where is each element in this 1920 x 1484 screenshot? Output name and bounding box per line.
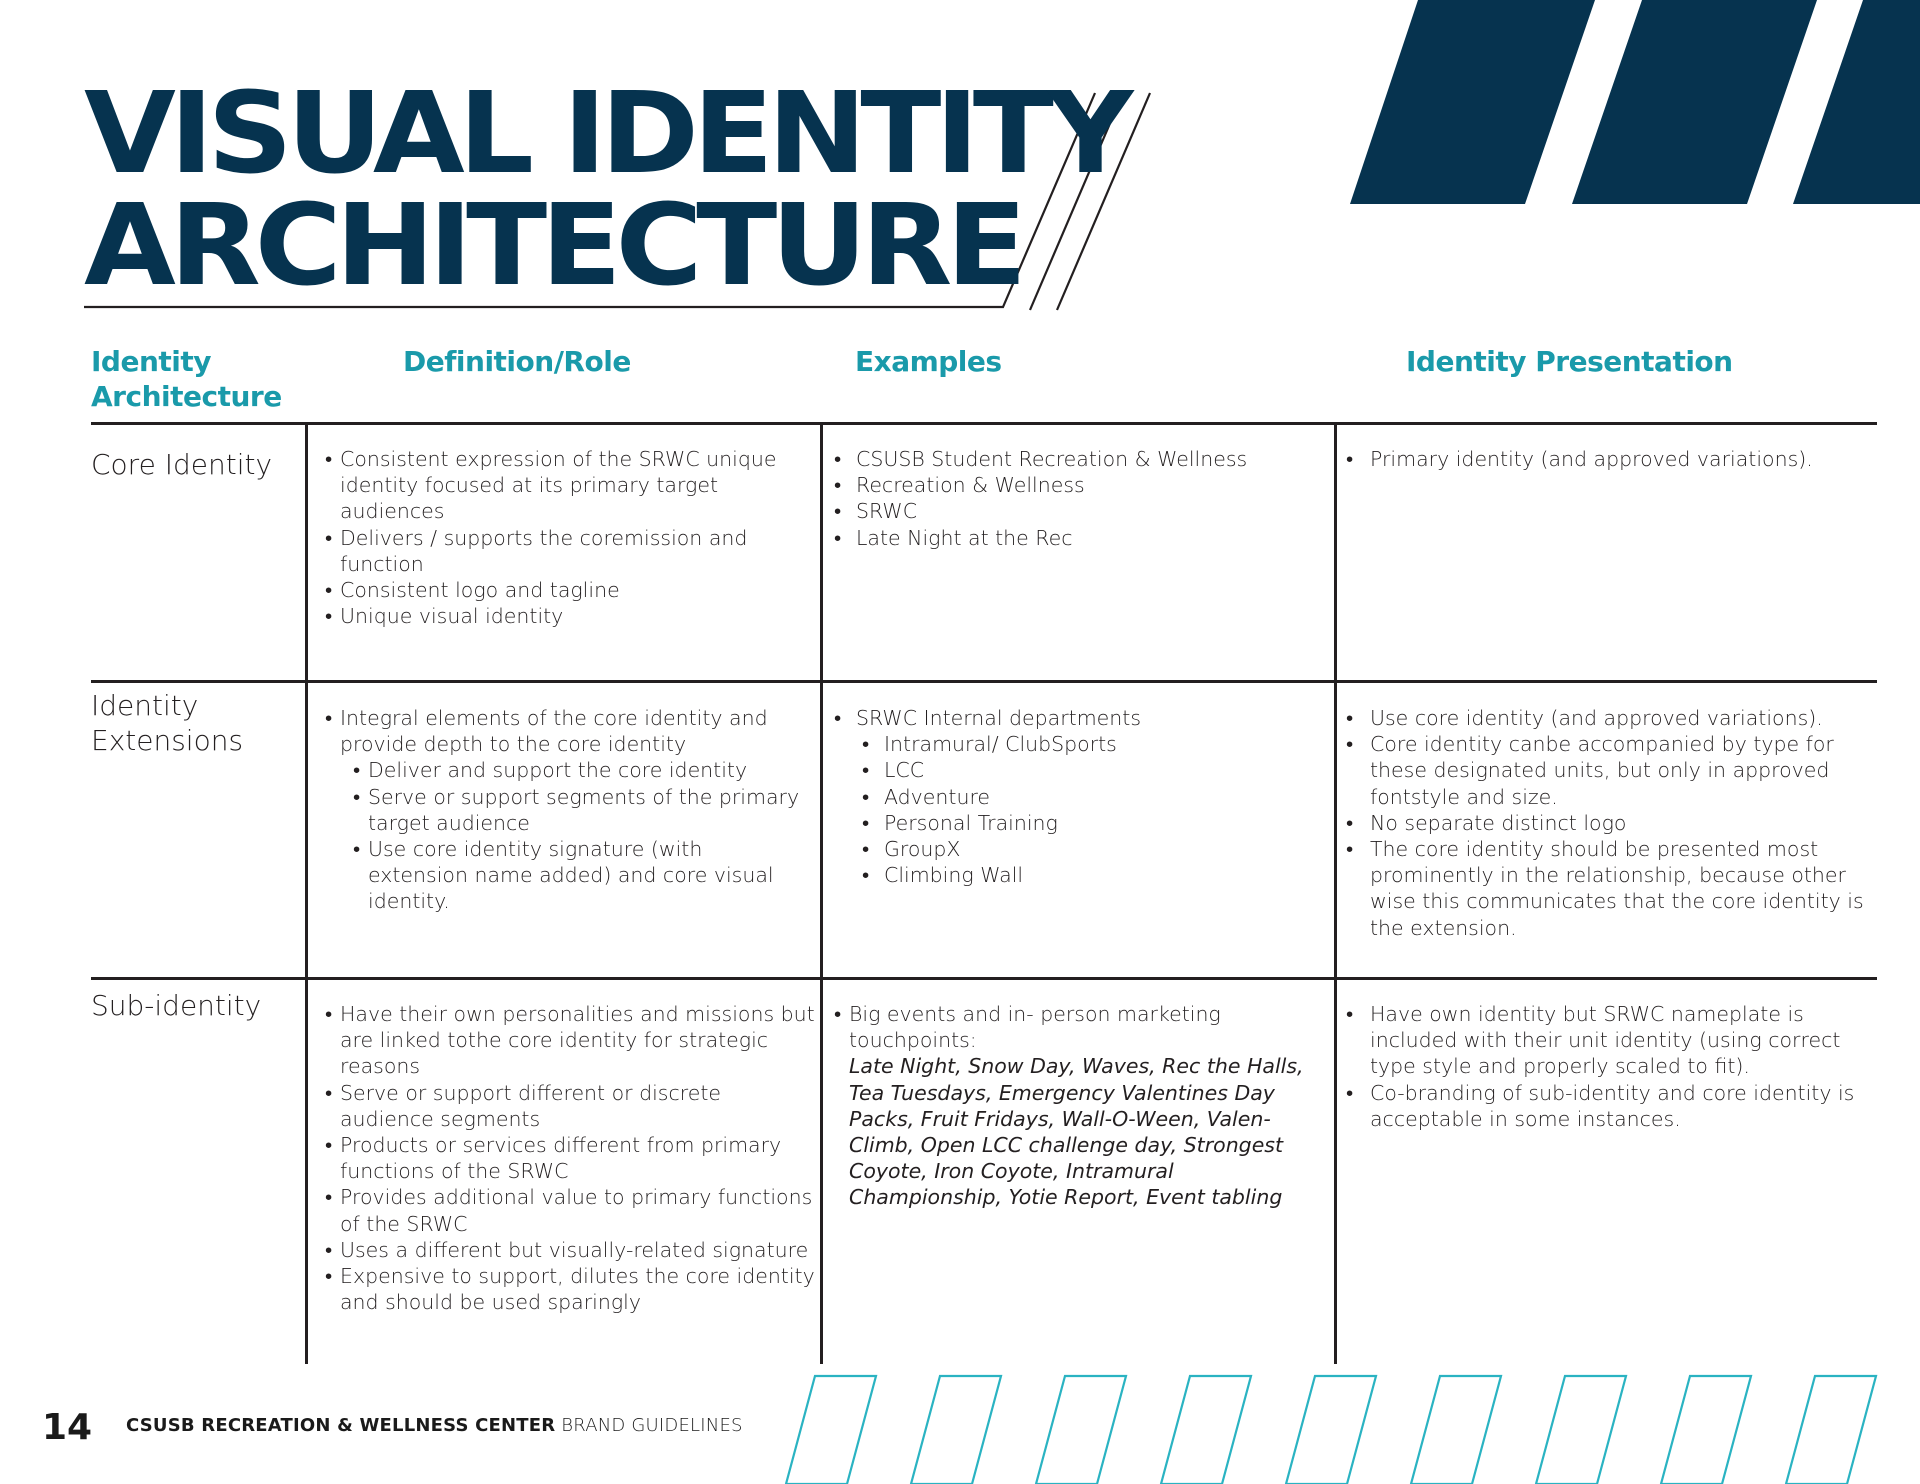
footer-org-name: CSUSB RECREATION & WELLNESS CENTER: [126, 1415, 556, 1436]
identity-extensions-presentation-list: [1346, 705, 1866, 941]
navy-stripes-decoration: [1350, 0, 1920, 204]
header-definition-role: Definition/Role: [403, 345, 631, 378]
header-identity-architecture-line2: Architecture: [91, 380, 282, 413]
core-identity-definition-list: [325, 446, 815, 629]
header-identity-presentation: Identity Presentation: [1406, 345, 1733, 378]
sub-list-item: • Serve or support segments of the primary target audience: [353, 784, 805, 836]
sub-list-item: • Personal Training: [862, 810, 1314, 836]
sub-list-item: • Climbing Wall: [862, 862, 1314, 888]
list-item: • Core identity canbe accompanied by type for these designated units, but only in approved fontstyle and size.: [1346, 731, 1866, 810]
list-item: • Delivers / supports the coremission and function: [325, 525, 815, 577]
list-item: • Co-branding of sub-identity and core identity is acceptable in some instances.: [1346, 1080, 1856, 1132]
page-number: 14: [42, 1407, 93, 1448]
examples-events-text: Late Night, Snow Day, Waves, Rec the Halls, Tea Tuesdays, Emergency Valentines Day Packs, Fruit Fridays, Wall-O-Ween, Valen-Climb, Open LCC challenge day, Strongest Coyote, Iron Coyote, Intramural Championship, Yotie Report, Event tabling: [849, 1054, 1304, 1210]
identity-extensions-examples-list: [834, 705, 1314, 888]
list-item: • SRWC: [834, 498, 1314, 524]
table-row-divider: [91, 977, 1877, 980]
core-identity-presentation-list: [1346, 446, 1876, 472]
sub-identity-definition-list: [325, 1001, 815, 1315]
list-item: • Late Night at the Rec: [834, 525, 1314, 551]
teal-slash-outlines-decoration: [786, 1376, 1876, 1484]
table-row-divider: [91, 680, 1877, 683]
table-column-divider: [305, 422, 308, 1364]
table-column-divider: [1334, 422, 1337, 1364]
sub-identity-examples-list: [834, 1001, 1320, 1211]
sub-identity-presentation-list: [1346, 1001, 1856, 1132]
sub-list-item: • Intramural/ ClubSports: [862, 731, 1314, 757]
sub-list-item: • Deliver and support the core identity: [353, 757, 805, 783]
row-label-line2: Extensions: [91, 724, 244, 757]
list-item: • The core identity should be presented most prominently in the relationship, because other wise this communicates that the core identity is the extension.: [1346, 836, 1866, 941]
list-item: • Integral elements of the core identity and provide depth to the core identity: [325, 705, 805, 757]
table-column-divider: [820, 422, 823, 1364]
page-title: [84, 69, 1128, 311]
list-item: • Have own identity but SRWC nameplate is included with their unit identity (using correct type style and properly scaled to fit).: [1346, 1001, 1856, 1080]
footer-doc-name: BRAND GUIDELINES: [561, 1415, 743, 1436]
list-item: • Unique visual identity: [325, 603, 815, 629]
header-identity-architecture-line1: Identity: [91, 345, 212, 378]
page-title-line1: VISUAL IDENTITY: [84, 69, 1128, 199]
list-item: • CSUSB Student Recreation & Wellness: [834, 446, 1314, 472]
footer-document-title: [126, 1414, 743, 1438]
list-item: • Uses a different but visually-related signature: [325, 1237, 815, 1263]
list-item: • Products or services different from primary functions of the SRWC: [325, 1132, 815, 1184]
sub-list-item: • GroupX: [862, 836, 1314, 862]
header-examples: Examples: [855, 345, 1002, 378]
list-item: • Primary identity (and approved variations).: [1346, 446, 1876, 472]
list-item: • Serve or support different or discrete audience segments: [325, 1080, 815, 1132]
row-label-line1: Identity: [91, 689, 199, 722]
core-identity-examples-list: [834, 446, 1314, 551]
list-item: • Expensive to support, dilutes the core identity and should be used sparingly: [325, 1263, 815, 1315]
sub-list-item: • LCC: [862, 757, 1314, 783]
list-item: • Use core identity (and approved variations).: [1346, 705, 1866, 731]
examples-intro-text: Big events and in- person marketing touchpoints:: [849, 1002, 1221, 1053]
table-header-rule: [91, 422, 1877, 425]
row-label-core-identity: Core Identity: [91, 448, 273, 481]
list-item: • Consistent logo and tagline: [325, 577, 815, 603]
row-label-sub-identity: Sub-identity: [91, 989, 262, 1022]
list-item: • SRWC Internal departments: [834, 705, 1314, 731]
list-item: • Consistent expression of the SRWC unique identity focused at its primary target audiences: [325, 446, 815, 525]
sub-list-item: • Use core identity signature (with extension name added) and core visual identity.: [353, 836, 805, 915]
page-title-line2: ARCHITECTURE: [84, 181, 1021, 311]
identity-extensions-definition-list: [325, 705, 805, 915]
row-label-identity-extensions: [91, 688, 243, 758]
list-item: [834, 1001, 1320, 1211]
list-item: • Provides additional value to primary functions of the SRWC: [325, 1184, 815, 1236]
list-item: • Have their own personalities and missions but are linked tothe core identity for strategic reasons: [325, 1001, 815, 1080]
list-item: • Recreation & Wellness: [834, 472, 1314, 498]
list-item: • No separate distinct logo: [1346, 810, 1866, 836]
header-identity-architecture: [91, 344, 282, 414]
sub-list-item: • Adventure: [862, 784, 1314, 810]
